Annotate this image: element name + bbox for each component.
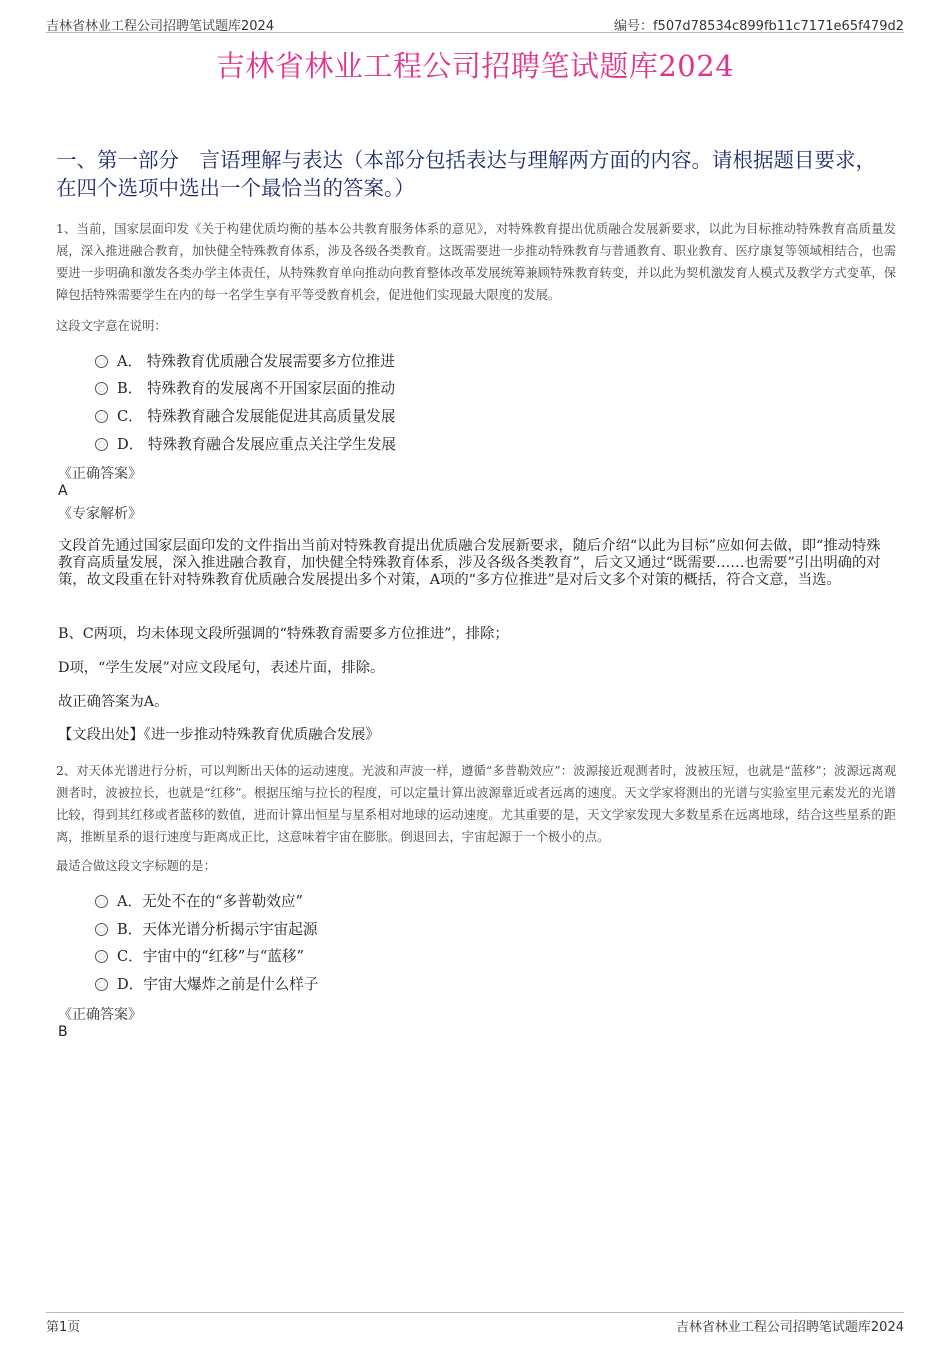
option-label: C． 特殊教育融合发展能促进其高质量发展 [117,408,396,425]
section-title: 一、第一部分 言语理解与表达（本部分包括表达与理解两方面的内容。请根据题目要求，在四个选项中选出一个最恰当的答案。） [56,148,876,200]
header-doc-id: 编号：f507d78534c899fb11c7171e65f479d2 [613,19,904,34]
question-1-option-a[interactable] [95,350,395,371]
question-1-stem: 1、当前，国家层面印发《关于构建优质均衡的基本公共教育服务体系的意见》，对特殊教育提出优质融合发展新要求，以此为目标推动特殊教育高质量发展，深入推进融合教育，加快健全特殊教育体系，涉及各级各类教育。这既需要进一步推动特殊教育与普通教育、职业教育、医疗康复等领域相结合，也需要进一步明确和激发各类办学主体责任，从特殊教育单向推动向教育整体改革发展统筹兼顾特殊教育转变，并以此为契机激发育人模式及教学方式变革，保障包括特殊需要学生在内的每一名学生享有平等受教育机会，促进他们实现最大限度的发展。 [56,222,896,302]
option-label: B．天体光谱分析揭示宇宙起源 [117,921,318,938]
document-title: 吉林省林业工程公司招聘笔试题库2024 [215,49,735,83]
question-1-answer-label: 《正确答案》 [58,466,142,482]
question-1-option-b[interactable] [95,377,395,398]
question-1-analysis-label: 《专家解析》 [58,506,142,522]
question-1-option-d[interactable] [95,433,396,454]
radio-icon[interactable] [95,355,108,368]
question-1-analysis-para-2: B、C两项，均未体现文段所强调的“特殊教育需要多方位推进”，排除； [58,626,509,642]
page-footer [46,1312,904,1335]
radio-icon[interactable] [95,895,108,908]
question-2-stem: 2、对天体光谱进行分析，可以判断出天体的运动速度。光波和声波一样，遵循“多普勒效应”：波源接近观测者时，波被压短，也就是“蓝移”；波源远离观测者时，波被拉长，也就是“红移”。根据压缩与拉长的程度，可以定量计算出波源靠近或者远离的速度。天文学家将测出的光谱与实验室里元素发光的光谱比较，得到其红移或者蓝移的数值，进而计算出恒星与星系相对地球的运动速度。尤其重要的是，天文学家发现大多数星系在远离地球，结合这些星系的距离，推断星系的退行速度与距离成正比，这意味着宇宙在膨胀。倒退回去，宇宙起源于一个极小的点。 [56,764,896,844]
header-title: 吉林省林业工程公司招聘笔试题库2024 [46,19,275,34]
radio-icon[interactable] [95,950,108,963]
radio-icon[interactable] [95,438,108,451]
question-2-answer-label: 《正确答案》 [58,1007,142,1023]
question-2-option-c[interactable] [95,945,304,966]
question-1-option-c[interactable] [95,405,396,426]
page-header [46,12,904,33]
footer-title: 吉林省林业工程公司招聘笔试题库2024 [675,1320,904,1335]
radio-icon[interactable] [95,382,108,395]
question-1-answer: A [58,483,68,499]
question-2-option-d[interactable] [95,973,318,994]
radio-icon[interactable] [95,923,108,936]
page-number: 第1页 [46,1320,81,1335]
question-1-prompt: 这段文字意在说明： [56,319,167,333]
question-1-source: 【文段出处】《进一步推动特殊教育优质融合发展》 [58,727,380,743]
question-2-option-a[interactable] [95,890,303,911]
radio-icon[interactable] [95,410,108,423]
question-2-answer: B [58,1024,68,1040]
option-label: D．宇宙大爆炸之前是什么样子 [117,976,319,993]
question-1-analysis-para-4: 故正确答案为A。 [58,694,169,710]
question-1-analysis-para-3: D项，“学生发展”对应文段尾句，表述片面，排除。 [58,660,385,676]
question-2-prompt: 最适合做这段文字标题的是： [56,859,216,873]
option-label: A． 特殊教育优质融合发展需要多方位推进 [117,353,395,370]
option-label: B． 特殊教育的发展离不开国家层面的推动 [117,380,396,397]
question-2-option-b[interactable] [95,918,317,939]
option-label: C．宇宙中的“红移”与“蓝移” [117,948,304,965]
option-label: D． 特殊教育融合发展应重点关注学生发展 [117,436,397,453]
option-label: A．无处不在的“多普勒效应” [117,893,303,910]
question-1-analysis-para-1: 文段首先通过国家层面印发的文件指出当前对特殊教育提出优质融合发展新要求，随后介绍“以此为目标”应如何去做，即“推动特殊教育高质量发展，深入推进融合教育，加快健全特殊教育体系，涉及各级各类教育”，后文又通过“既需要……也需要”引出明确的对策，故文段重在针对特殊教育优质融合发展提出多个对策，A项的“多方位推进”是对后文多个对策的概括，符合文意，当选。 [58,538,881,588]
radio-icon[interactable] [95,978,108,991]
